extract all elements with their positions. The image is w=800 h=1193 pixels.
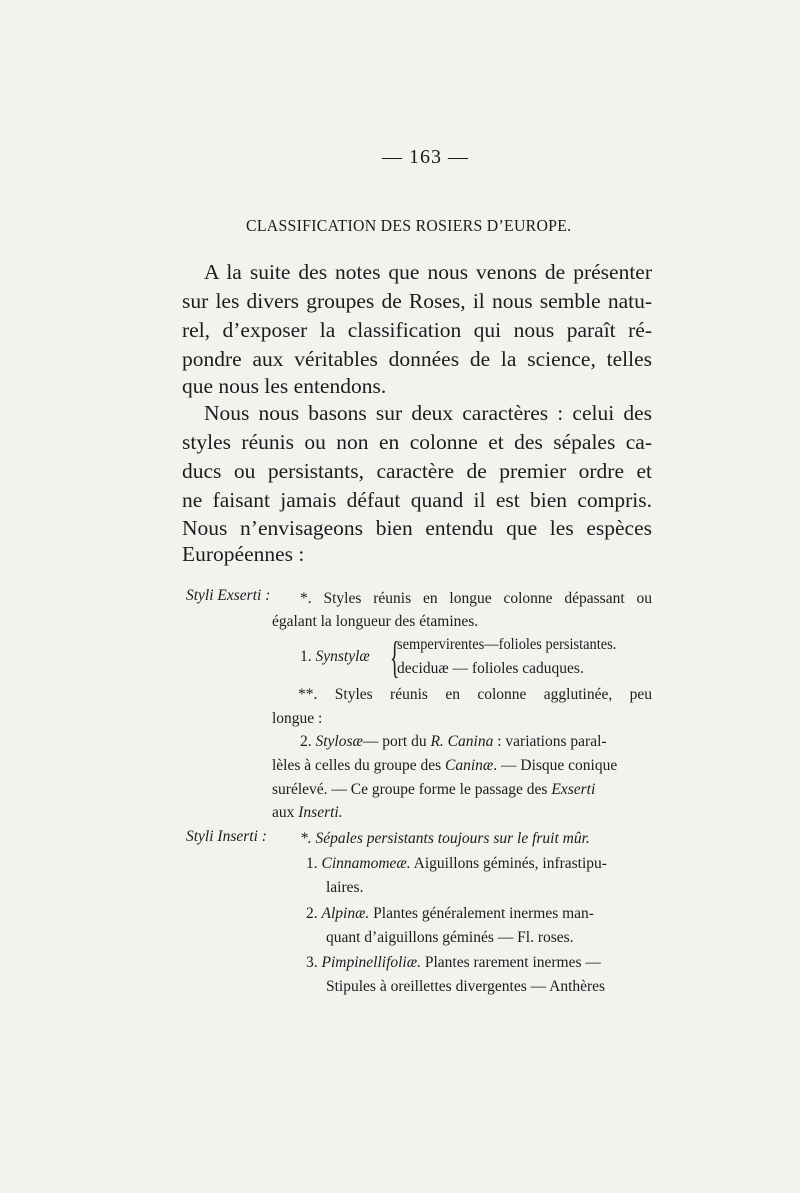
text-line: laires. xyxy=(326,879,364,896)
text-line: que nous les entendons. xyxy=(182,374,387,398)
section-label: Styli Inserti : xyxy=(186,828,267,845)
text-line: quant d’aiguillons géminés — Fl. roses. xyxy=(326,929,574,946)
cinnamomeae-entry: 1. Cinnamomeæ. Aiguillons géminés, infrastipu- xyxy=(306,855,607,872)
text-line: sempervirentes—folioles persistantes. xyxy=(397,636,617,653)
synstylae-entry: 1. Synstylæ xyxy=(300,648,370,665)
text-line: pondre aux véritables données de la science, telles xyxy=(182,347,652,371)
pimpinellifoliae-entry: 3. Pimpinellifoliæ. Plantes rarement inermes — xyxy=(306,954,601,971)
text-line: égalant la longueur des étamines. xyxy=(272,613,479,630)
text-line: styles réunis ou non en colonne et des sépales ca- xyxy=(182,430,652,454)
text-line: ne faisant jamais défaut quand il est bien compris. xyxy=(182,488,652,512)
text-line: Nous nous basons sur deux caractères : celui des xyxy=(204,401,652,425)
text-line: Européennes : xyxy=(182,542,305,566)
text-line: lèles à celles du groupe des Caninæ. — Disque conique xyxy=(272,757,618,774)
text-line: Stipules à oreillettes divergentes — Anthères xyxy=(326,978,606,995)
text-line: sur les divers groupes de Roses, il nous semble natu- xyxy=(182,289,652,313)
text-line: ducs ou persistants, caractère de premier ordre et xyxy=(182,459,652,483)
text-line: deciduæ — folioles caduques. xyxy=(397,660,584,677)
text-line: aux Inserti. xyxy=(272,804,343,821)
text-line: *. Sépales persistants toujours sur le fruit mûr. xyxy=(300,830,590,847)
brace-glyph: { xyxy=(390,633,400,682)
page-number: — 163 — xyxy=(382,146,469,168)
page-title: CLASSIFICATION DES ROSIERS D’EUROPE. xyxy=(246,216,572,235)
text-line: A la suite des notes que nous venons de présenter xyxy=(204,260,652,284)
text-line: *. Styles réunis en longue colonne dépassant ou xyxy=(300,590,652,607)
text-line: Nous n’envisageons bien entendu que les espèces xyxy=(182,516,652,540)
text-line: **. Styles réunis en colonne agglutinée, peu xyxy=(298,686,652,703)
text-line: rel, d’exposer la classification qui nous paraît ré- xyxy=(182,318,652,342)
text-line: longue : xyxy=(272,710,323,727)
text-line: surélevé. — Ce groupe forme le passage des Exserti xyxy=(272,781,596,798)
alpinae-entry: 2. Alpinæ. Plantes généralement inermes man- xyxy=(306,905,594,922)
stylosae-entry: 2. Stylosæ— port du R. Canina : variations paral- xyxy=(300,733,607,750)
section-label: Styli Exserti : xyxy=(186,587,271,604)
